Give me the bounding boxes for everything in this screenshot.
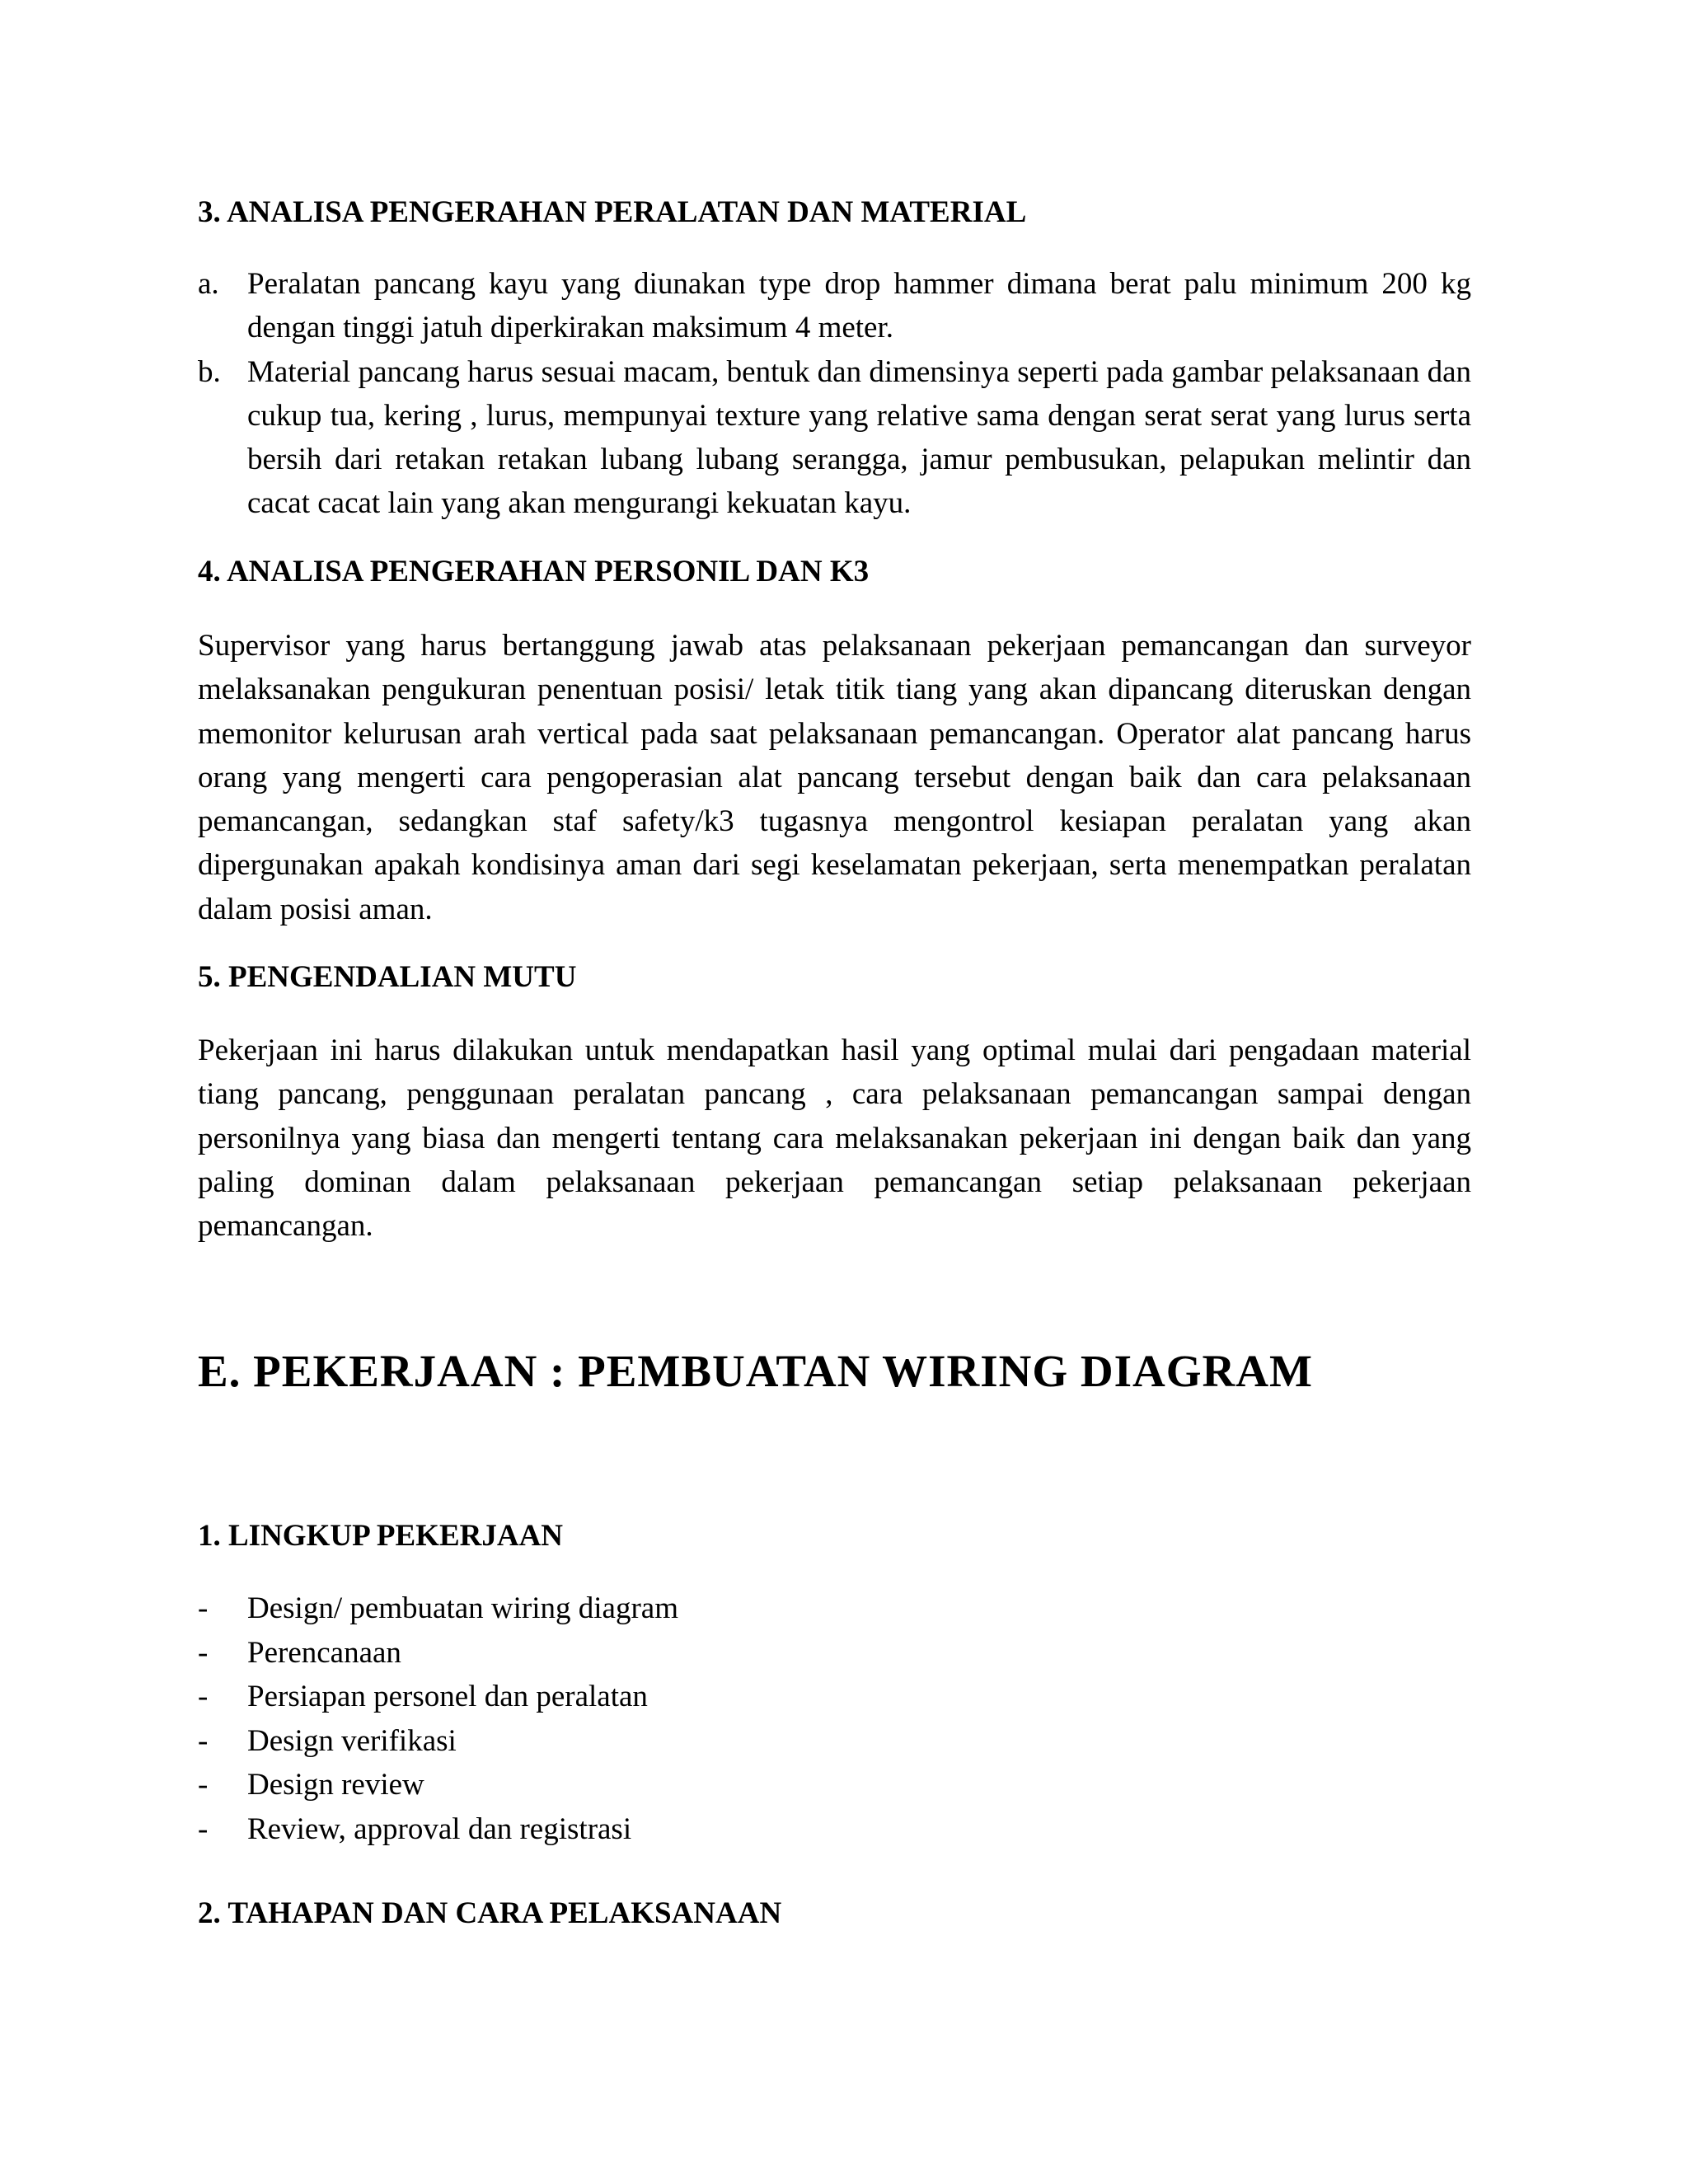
list-marker: b. (198, 354, 221, 389)
list-marker: - (198, 1680, 209, 1713)
list-item-text: Design verifikasi (247, 1723, 457, 1758)
section-5-heading: 5. PENGENDALIAN MUTU (198, 960, 577, 994)
list-item-text: Perencanaan (247, 1635, 401, 1670)
list-item-text: Material pancang harus sesuai macam, bentuk dan dimensinya seperti pada gambar pelaksanaan dan cukup tua, kering , lurus, mempunyai texture yang relative sama dengan serat serat yang lurus serta bersih dari retakan retakan lubang lubang serangga, jamur pembusukan, pelapukan melintir dan cacat cacat lain yang akan mengurangi kekuatan kayu. (247, 354, 1471, 521)
chapter-title: E. PEKERJAAN : PEMBUATAN WIRING DIAGRAM (198, 1346, 1313, 1396)
list-marker: - (198, 1591, 209, 1625)
list-item (198, 1631, 1471, 1675)
list-item (198, 1763, 1471, 1807)
list-marker: - (198, 1811, 209, 1846)
list-item-text: Review, approval dan registrasi (247, 1811, 632, 1846)
list-item-text: Design review (247, 1768, 424, 1802)
section-3-heading: 3. ANALISA PENGERAHAN PERALATAN DAN MATERIAL (198, 195, 1027, 229)
section-4-paragraph: Supervisor yang harus bertanggung jawab atas pelaksanaan pekerjaan pemancangan dan surveyor melaksanakan pengukuran penentuan posisi/ letak titik tiang yang akan dipancang diteruskan dengan memonitor kelurusan arah vertical pada saat pelaksanaan pemancangan. Operator alat pancang harus orang yang mengerti cara pengoperasian alat pancang tersebut dengan baik dan cara pelaksanaan pemancangan, sedangkan staf safety/k3 tugasnya mengontrol kesiapan peralatan yang akan dipergunakan apakah kondisinya aman dari segi keselamatan pekerjaan, serta menempatkan peralatan dalam posisi aman. (198, 629, 1471, 926)
section-e2-heading: 2. TAHAPAN DAN CARA PELAKSANAAN (198, 1896, 782, 1930)
section-e1-heading: 1. LINGKUP PEKERJAAN (198, 1519, 564, 1553)
section-e1-list (198, 1586, 1471, 1851)
list-marker: a. (198, 267, 219, 301)
list-item (198, 1675, 1471, 1719)
list-item (198, 1719, 1471, 1764)
list-item-text: Design/ pembuatan wiring diagram (247, 1591, 679, 1625)
list-item (198, 1586, 1471, 1631)
list-item (198, 1807, 1471, 1852)
section-5-paragraph: Pekerjaan ini harus dilakukan untuk mendapatkan hasil yang optimal mulai dari pengadaan material tiang pancang, penggunaan peralatan pancang , cara pelaksanaan pemancangan sampai dengan personilnya yang biasa dan mengerti tentang cara melaksanakan pekerjaan ini dengan baik dan yang paling dominan dalam pelaksanaan pekerjaan pemancangan setiap pelaksanaan pekerjaan pemancangan. (198, 1033, 1471, 1244)
list-item-text: Persiapan personel dan peralatan (247, 1680, 648, 1713)
list-marker: - (198, 1635, 209, 1670)
list-item (198, 350, 1471, 526)
list-marker: - (198, 1768, 209, 1802)
section-3-list (198, 262, 1471, 526)
list-item (198, 262, 1471, 350)
list-item-text: Peralatan pancang kayu yang diunakan type drop hammer dimana berat palu minimum 200 kg dengan tinggi jatuh diperkirakan maksimum 4 meter. (247, 267, 1471, 345)
list-marker: - (198, 1723, 209, 1758)
section-4-heading: 4. ANALISA PENGERAHAN PERSONIL DAN K3 (198, 555, 870, 588)
